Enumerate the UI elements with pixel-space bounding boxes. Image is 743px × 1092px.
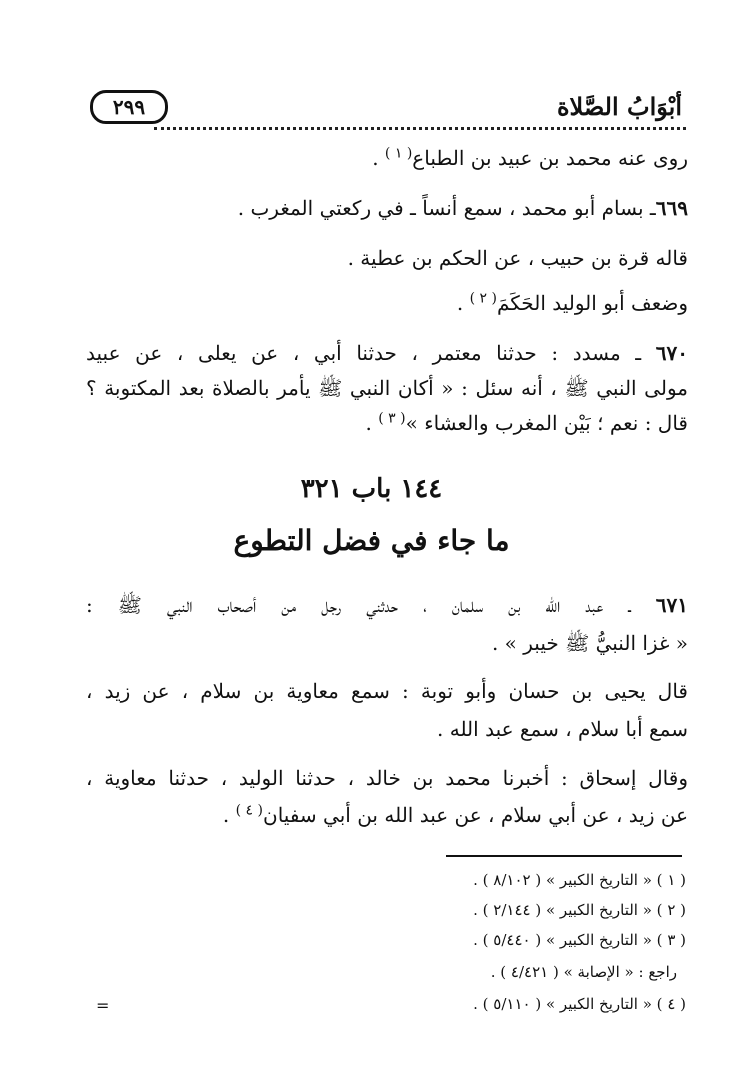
page-number-badge: ٢٩٩ [90, 90, 168, 124]
running-title: أبْوَابُ الصَّلاة [556, 92, 682, 121]
paragraph-tail: . [456, 291, 470, 315]
paragraph-2 [86, 193, 688, 223]
paragraph-5-line-3 [86, 408, 688, 438]
paragraph-text: ـ عبد الله بن سلمان ، حدثني رجل من أصحاب النبي ﷺ : [86, 593, 656, 617]
paragraph-5-line-1 [86, 338, 688, 368]
footnote-separator [446, 855, 682, 857]
paragraph-text: قاله قرة بن حبيب ، عن الحكم بن عطية . [347, 246, 688, 270]
paragraph-text: مولى النبي ﷺ ، أنه سئل : « أكان النبي ﷺ يأمر بالصلاة بعد المكتوبة ؟ [86, 376, 688, 400]
paragraph-text: روى عنه محمد بن عبيد بن الطباع [412, 146, 688, 170]
header-dotted-rule [154, 127, 686, 130]
footnote-ref[interactable]: ( ١ ) [384, 145, 413, 162]
paragraph-4 [86, 288, 688, 318]
paragraph-8-line-2 [86, 800, 688, 830]
paragraph-8-line-1 [86, 763, 688, 793]
paragraph-1 [86, 143, 688, 173]
hadith-number: ٦٧٠ [655, 341, 688, 365]
paragraph-7-line-1 [86, 676, 688, 706]
footnote-1: ( ١ ) « التاريخ الكبير » ( ٨/١٠٢ ) . [473, 871, 686, 889]
footnote-2: ( ٢ ) « التاريخ الكبير » ( ٢/١٤٤ ) . [473, 901, 686, 919]
chapter-number: ١٤٤ باب ٣٢١ [300, 474, 443, 504]
paragraph-text: ـ مسدد : حدثنا معتمر ، حدثنا أبي ، عن يعلى ، عن عبيد [86, 341, 656, 365]
paragraph-text: عن زيد ، عن أبي سلام ، عن عبد الله بن أبي سفيان [263, 803, 688, 827]
paragraph-text: « غزا النبيُّ ﷺ خيبر » . [491, 631, 688, 655]
paragraph-6-line-1 [86, 590, 688, 620]
footnote-ref[interactable]: ( ٢ ) [469, 290, 497, 307]
footnote-3: ( ٣ ) « التاريخ الكبير » ( ٥/٤٤٠ ) . [473, 931, 686, 949]
paragraph-5-line-2 [86, 373, 688, 403]
paragraph-text: وقال إسحاق : أخبرنا محمد بن خالد ، حدثنا الوليد ، حدثنا معاوية ، [86, 766, 688, 790]
paragraph-3 [86, 243, 688, 273]
paragraph-text: قال يحيى بن حسان وأبو توبة : سمع معاوية بن سلام ، عن زيد ، [86, 679, 688, 703]
paragraph-tail: . [365, 411, 379, 435]
hadith-number: ٦٧١ [655, 593, 688, 617]
paragraph-text: قال : نعم ؛ بَيْن المغرب والعشاء » [405, 411, 688, 435]
paragraph-text: سمع أبا سلام ، سمع عبد الله . [437, 717, 688, 741]
footnote-ref[interactable]: ( ٣ ) [378, 410, 406, 427]
paragraph-7-line-2 [86, 714, 688, 744]
continuation-mark: = [96, 996, 110, 1015]
chapter-title: ما جاء في فضل التطوع [233, 524, 510, 557]
paragraph-tail: . [222, 803, 236, 827]
page-header [88, 88, 686, 134]
hadith-number: ٦٦٩ [655, 196, 688, 220]
footnote-ref[interactable]: ( ٤ ) [235, 802, 263, 819]
paragraph-6-line-2 [86, 628, 688, 658]
footnote-4: ( ٤ ) « التاريخ الكبير » ( ٥/١١٠ ) . [473, 995, 686, 1013]
paragraph-text: ـ بسام أبو محمد ، سمع أنساً ـ في ركعتي المغرب . [237, 196, 656, 220]
paragraph-text: وضعف أبو الوليد الحَكَمَ [496, 291, 688, 315]
paragraph-tail: . [372, 146, 385, 170]
footnote-3-continued: راجع : « الإصابة » ( ٤/٤٢١ ) . [490, 963, 677, 981]
